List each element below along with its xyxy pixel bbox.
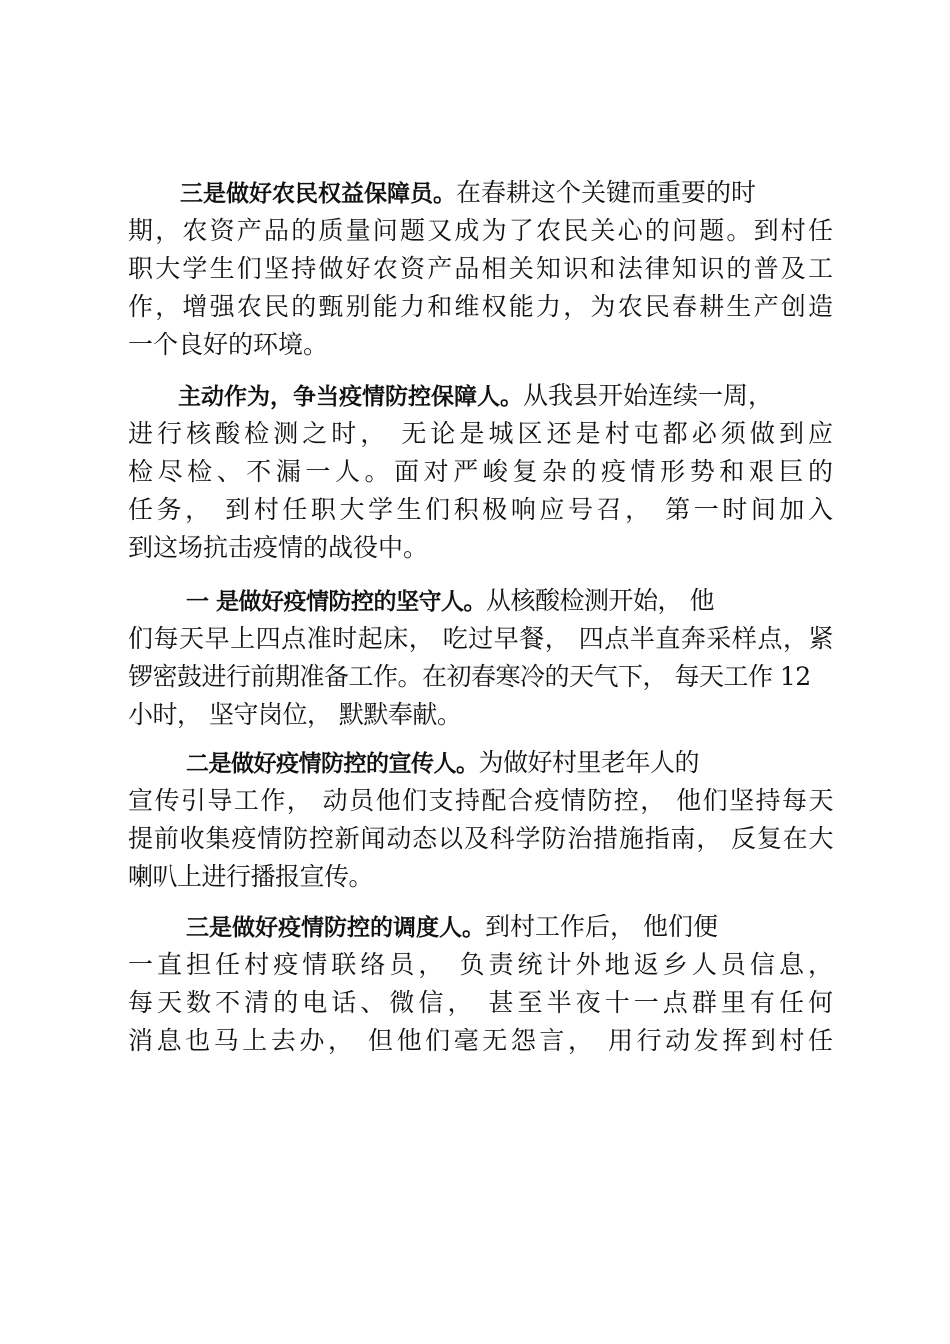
- paragraph-line: 锣密鼓进行前期准备工作。在初春寒冷的天气下， 每天工作 12: [128, 662, 811, 691]
- paragraph-line: [128, 908, 833, 946]
- paragraph-line: 每天数不清的电话、微信， 甚至半夜十一点群里有任何: [128, 988, 833, 1017]
- paragraph-line: 进行核酸检测之时， 无论是城区还是村屯都必须做到应: [128, 419, 833, 448]
- paragraph-text: 为做好村里老年人的: [478, 748, 700, 777]
- paragraph-text: 从我县开始连续一周，: [523, 381, 774, 410]
- paragraph-heading: 主动作为，争当疫情防控保障人。: [178, 384, 523, 410]
- paragraph-line: 作，增强农民的甄别能力和维权能力，为农民春耕生产创造: [128, 292, 833, 321]
- paragraph-epidemic-guarantor: [128, 377, 833, 567]
- paragraph-text: 从核酸检测开始， 他: [486, 586, 714, 615]
- paragraph-line: 宣传引导工作， 动员他们支持配合疫情防控， 他们坚持每天: [128, 786, 833, 815]
- paragraph-line: 职大学生们坚持做好农资产品相关知识和法律知识的普及工: [128, 254, 833, 283]
- paragraph-farmer-rights: [128, 174, 833, 364]
- paragraph-text: 在春耕这个关键而重要的时: [456, 178, 757, 207]
- paragraph-line: 消息也马上去办， 但他们毫无怨言， 用行动发挥到村任: [128, 1026, 833, 1055]
- paragraph-line: 一个良好的环境。: [128, 330, 329, 359]
- paragraph-line: [128, 582, 833, 620]
- paragraph-line: 喇叭上进行播报宣传。: [128, 862, 374, 891]
- paragraph-line: 期，农资产品的质量问题又成为了农民关心的问题。到村任: [128, 216, 833, 245]
- paragraph-epidemic-publicist: [128, 744, 833, 896]
- paragraph-line: 一直担任村疫情联络员， 负责统计外地返乡人员信息，: [128, 950, 833, 979]
- paragraph-line: 小时， 坚守岗位， 默默奉献。: [128, 700, 462, 729]
- paragraph-line: [128, 744, 833, 782]
- paragraph-line: [128, 377, 833, 415]
- paragraph-line: [128, 174, 833, 212]
- paragraph-heading: 三是做好疫情防控的调度人。: [186, 915, 485, 941]
- paragraph-epidemic-guardian: [128, 582, 833, 734]
- paragraph-text: 到村工作后， 他们便: [485, 912, 718, 941]
- paragraph-line: 到这场抗击疫情的战役中。: [128, 533, 429, 562]
- paragraph-line: 检尽检、不漏一人。面对严峻复杂的疫情形势和艰巨的: [128, 457, 833, 486]
- paragraph-line: 们每天早上四点准时起床， 吃过早餐， 四点半直奔采样点，紧: [128, 624, 833, 653]
- paragraph-heading: 一 是做好疫情防控的坚守人。: [186, 589, 487, 615]
- paragraph-line: 任务， 到村任职大学生们积极响应号召， 第一时间加入: [128, 495, 833, 524]
- paragraph-heading: 二是做好疫情防控的宣传人。: [186, 751, 479, 777]
- paragraph-heading: 三是做好农民权益保障员。: [180, 181, 456, 207]
- paragraph-epidemic-dispatcher: [128, 908, 833, 1060]
- paragraph-line: 提前收集疫情防控新闻动态以及科学防治措施指南， 反复在大: [128, 824, 833, 853]
